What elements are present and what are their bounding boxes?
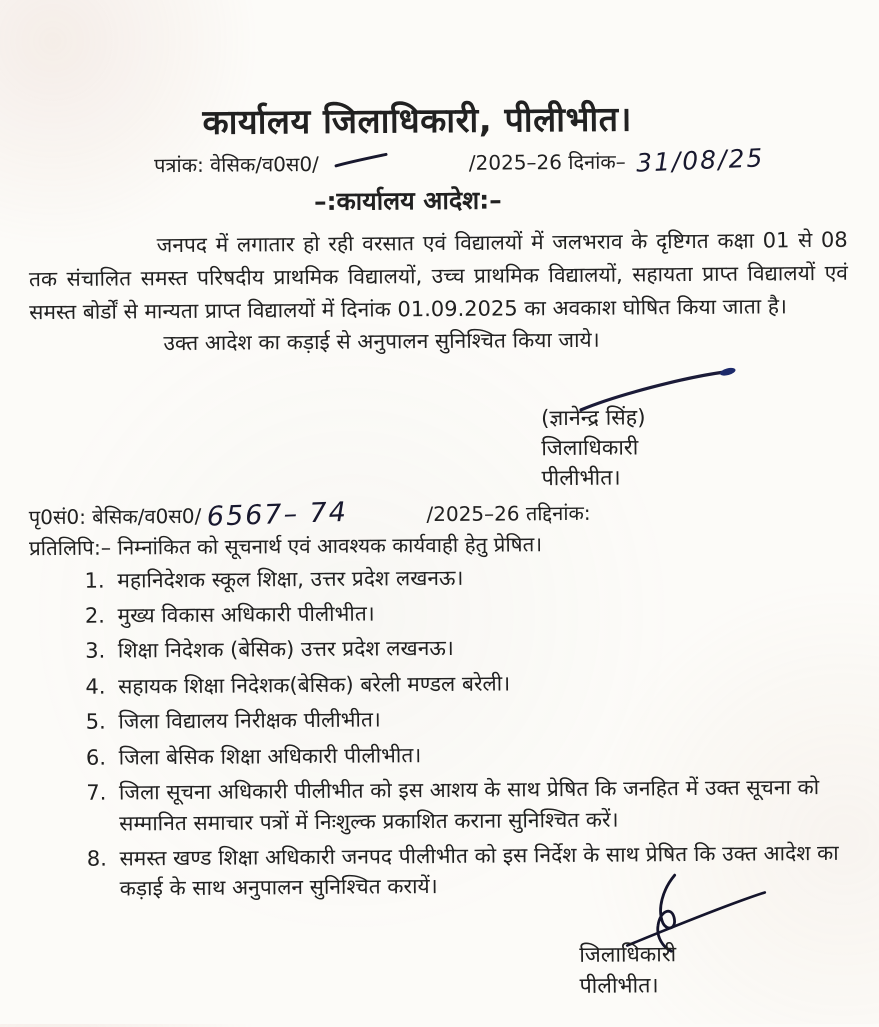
recipient-item: 6. जिला बेसिक शिक्षा अधिकारी पीलीभीत। [113,736,854,772]
signature-block-bottom [567,870,768,1002]
signatory-designation: जिलाधिकारी [541,435,639,462]
signature-block-top [541,367,732,495]
recipient-item: 4. सहायक शिक्षा निदेशक(बेसिक) बरेली मण्डल बरेली। [112,666,853,702]
reference-prefix: पृ0सं0: बेसिक/व0स0/ [28,503,202,529]
handwritten-dash-icon [333,151,389,169]
letter-number-suffix: /2025–26 दिनांक– [468,149,626,175]
order-heading: –:कार्यालय आदेश:– [313,185,502,216]
recipients-list [29,559,855,905]
handwritten-reference-number: 6567– 74 [206,496,349,533]
recipient-item: 8. समस्त खण्ड शिक्षा अधिकारी जनपद पीलीभीत को इस निर्देश के साथ प्रेषित कि उक्त आदेश का कड़ाई के साथ अनुपालन सुनिश्चित करायें। [113,838,854,905]
signatory-designation: जिलाधिकारी [579,942,677,968]
reference-number-line [29,494,852,531]
handwritten-date: 31/08/25 [635,143,765,178]
signatory-place: पीलीभीत। [579,973,659,999]
letter-number-prefix: पत्रांक: वेसिक/व0स0/ [153,151,319,178]
recipient-item: 7. जिला सूचना अधिकारी पीलीभीत को इस आशय के साथ प्रेषित कि जनहित में उक्त सूचना को सम्मानित समाचार पत्रों में निःशुल्क प्रकाशित कराना सुनिश्चित करें। [113,772,854,839]
order-body-paragraph: जनपद में लगातार हो रही वरसात एवं विद्यालयों में जलभराव के दृष्टिगत कक्षा 01 से 08 तक संचालित समस्त परिषदीय प्राथमिक विद्यालयों, उच्च प्राथमिक विद्यालयों, सहायता प्राप्त विद्यालयों एवं समस्त बोर्डों से मान्यता प्राप्त विद्यालयों में दिनांक 01.09.2025 का अवकाश घोषित किया जाता है। [28,227,849,324]
letter-number-line [154,145,849,179]
office-title: कार्यालय जिलाधिकारी, पीलीभीत। [202,99,633,143]
signatory-place: पीलीभीत। [541,466,621,492]
recipient-item: 1. महानिदेशक स्कूल शिक्षा, उत्तर प्रदेश लखनऊ। [111,559,852,595]
recipient-item: 3. शिक्षा निदेशक (बेसिक) उत्तर प्रदेश लखनऊ। [112,630,853,666]
compliance-line: उक्त आदेश का कड़ाई से अनुपालन सुनिश्चित किया जाये। [163,327,600,356]
recipient-item: 2. मुख्य विकास अधिकारी पीलीभीत। [111,595,852,631]
copy-distribution-line: प्रतिलिपि:– निम्नांकित को सूचनार्थ एवं आवश्यक कार्यवाही हेतु प्रेषित। [28,531,543,560]
recipient-item: 5. जिला विद्यालय निरीक्षक पीलीभीत। [112,701,853,737]
signatory-name: (ज्ञानेन्द्र सिंह) [540,405,646,432]
reference-suffix: /2025–26 तद्दिनांक: [426,500,591,526]
